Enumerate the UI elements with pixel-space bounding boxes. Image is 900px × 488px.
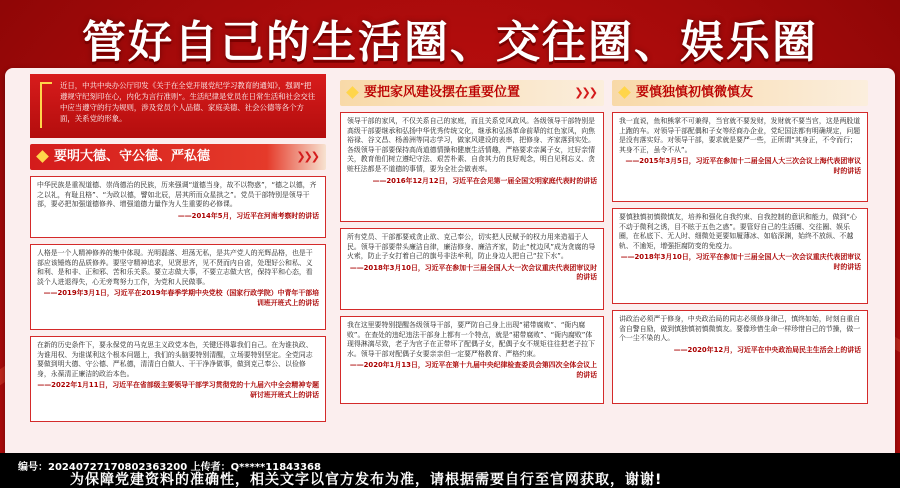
quote-body: 人格是一个人精神修养的集中体现。光明磊落、坦荡无私，是共产党人的光辉品格，也是干部应该锤炼的品质修养。要坚守精神追求，见贤思齐，见不贤而内自省，处理好公和私、义和利、是和非、正和邪、苦和乐关系。要立志做大事，不要立志做大官，保持平和心态，看淡个人进退得失，心无旁骛努力工作，为党和人民做事。 — [37, 249, 313, 286]
bracket-decoration — [40, 82, 52, 128]
intro-text: 近日，中共中央办公厅印发《关于在全党开展党纪学习教育的通知》，强调“把遵规守纪刻印在心，内化为言行准则”。生活纪律是党员在日常生活和社会交往中应当遵守的行为规则，涉及党员个人品德、家庭美德、社会公德等各个方面，关系党的形象。 — [60, 81, 316, 123]
chevron-right-icon: ❯❯❯ — [574, 86, 596, 99]
diamond-icon — [346, 86, 359, 99]
quote-card — [340, 228, 604, 310]
section-header-2 — [340, 80, 604, 106]
column-1 — [30, 74, 326, 428]
quote-source: ——2014年5月，习近平在河南考察时的讲话 — [177, 211, 319, 220]
quote-source: ——2022年1月11日，习近平在省部级主要领导干部学习贯彻党的十九届六中全会精神专题研讨班开班式上的讲话 — [37, 381, 319, 399]
page-title: 管好自己的生活圈、交往圈、娱乐圈 — [82, 17, 818, 68]
footer-notice: 为保障党建资料的准确性，相关文字以官方发布为准，请根据需要自行至官网获取，谢谢! — [70, 472, 663, 488]
section-header-3-label: 要慎独慎初慎微慎友 — [636, 85, 754, 100]
quote-body: 我一直说，鱼和熊掌不可兼得，当官就不要发财，发财就不要当官，这是两股道上跑的车。对领导干部配偶和子女等经商办企业，党纪国法都有明确规定，问题是没有落实好。对领导干部，要求就是要严一些，正所谓“其身正，不令而行；其身不正，虽令不从”。 — [619, 117, 861, 154]
quote-body: 领导干部的家风，不仅关系自己的家庭，而且关系党风政风。各级领导干部特别是高级干部要继承和弘扬中华优秀传统文化，继承和弘扬革命前辈的红色家风，向焦裕禄、谷文昌、杨善洲等同志学习，做家风建设的表率，把修身、齐家落到实处。各级领导干部要保持高尚道德情操和健康生活情趣，严格要求亲属子女，过好亲情关，教育他们树立遵纪守法、艰苦朴素、自食其力的良好观念，明白见利忘义、贪赃枉法都是不道德的事情，要为全社会做表率。 — [347, 117, 596, 173]
quote-source: ——2020年12月，习近平在中央政治局民主生活会上的讲话 — [673, 345, 861, 354]
quote-body: 要慎独慎初慎微慎友，培养和强化自我约束、自我控制的意识和能力，做到“心不动于微利之诱，目不眩于五色之惑”。要管好自己的生活圈、交往圈、娱乐圈，在私底下、无人时、细微处更要如履薄冰、如临深渊，始终不放纵、不越轨、不逾矩，增强拒腐防变的免疫力。 — [619, 213, 857, 250]
section-header-2-label: 要把家风建设摆在重要位置 — [364, 85, 521, 100]
quote-body: 我在这里要特别提醒各级领导干部，要严防自己身上出现“裙带腐败”、“衙内腐败”。在查处的违纪违法干部身上都有一个特点，就是“裙带腐败”、“衙内腐败”体现得淋漓尽致，老子为官子在正带坏了配偶子女，配偶子女不规矩往往把老子拉下水。领导干部对配偶子女要亲亲但一定要严格教育、严格约束。 — [347, 321, 596, 358]
quote-source: ——2018年3月10日，习近平在参加十三届全国人大一次会议重庆代表团审议时的讲话 — [349, 263, 597, 282]
quote-card — [30, 176, 326, 238]
footer-meta: 编号：20240727170802363200 上传者：Q*****11843368 — [18, 462, 321, 473]
quote-source: ——2020年1月13日，习近平在第十九届中央纪律检查委员会第四次全体会议上的讲话 — [349, 361, 597, 379]
quote-card — [340, 316, 604, 404]
section-header-3 — [612, 80, 868, 106]
section-header-1 — [30, 144, 326, 170]
section-header-1-label: 要明大德、守公德、严私德 — [54, 149, 211, 164]
quote-body: 在新的历史条件下，要永保党的马克思主义政党本色，关键还得靠我们自己。在为谁执政、为谁用权、为谁谋利这个根本问题上，我们的头脑要特别清醒，立场要特别坚定。全党同志要做到明大德、守公德、严私德，清清白白做人、干干净净做事，做到克己奉公、以俭修身，永葆清正廉洁的政治本色。 — [37, 341, 313, 378]
diamond-icon — [618, 86, 631, 99]
quote-source: ——2016年12月12日，习近平在会见第一届全国文明家庭代表时的讲话 — [372, 176, 597, 185]
quote-body: 所有党员、干部都要戒贪止欲、克己奉公，切实把人民赋予的权力用来造福于人民。领导干部要带头廉洁自律，廉洁修身、廉洁齐家，防止“枕边风”成为贪腐的导火索，防止子女打着自己的旗号非法牟利，防止身边人把自己“拉下水”。 — [347, 233, 596, 261]
quote-card — [612, 310, 868, 404]
quote-card — [30, 244, 326, 330]
chevron-right-icon: ❯❯❯ — [296, 150, 318, 163]
quote-body: 中华民族是重视道德、崇尚德治的民族，历来强调“道德当身，故不以物惑”，“德之以德，齐之以礼，有耻且格”、“为政以德，譬如北辰，居其所而众星拱之”。党员干部特别是领导干部，要必把加强道德修养、增强道德力量作为人生重要的必修课。 — [37, 181, 317, 209]
column-3 — [612, 74, 868, 410]
quote-card — [612, 208, 868, 304]
diamond-icon — [36, 150, 49, 163]
quote-card — [612, 112, 868, 202]
quote-source: ——2015年3月5日，习近平在参加十二届全国人大三次会议上海代表团审议时的讲话 — [625, 157, 861, 175]
quote-body: 讲政治必须严于修身，中央政治局的同志必须修身律己，慎终如始，时刻自重自省自警自励，做到慎独慎初慎微慎友。要像珍惜生命一样珍惜自己的节操，做一个一尘不染的人。 — [619, 315, 861, 343]
quote-card — [30, 336, 326, 422]
column-2 — [340, 74, 604, 410]
quote-card — [340, 112, 604, 222]
quote-source: ——2019年3月1日，习近平在2019年春季学期中央党校（国家行政学院）中青年干部培训班开班式上的讲话 — [43, 289, 319, 307]
quote-source: ——2018年3月10日，习近平在参加十三届全国人大一次会议重庆代表团审议时的讲话 — [620, 253, 861, 271]
intro-box — [30, 74, 326, 138]
